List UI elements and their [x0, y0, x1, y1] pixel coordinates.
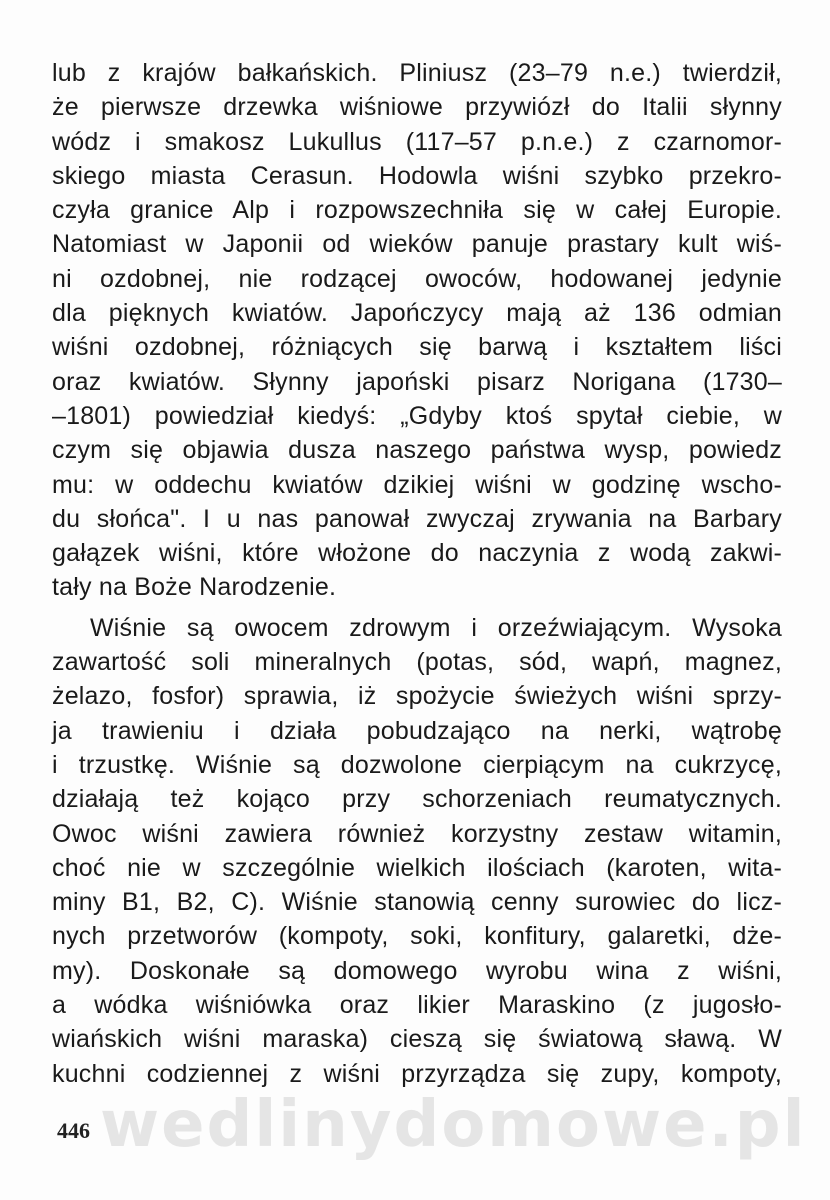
text-line: du słońca". I u nas panował zwyczaj zrywania na Barbary [52, 504, 782, 533]
text-line: miny B1, B2, C). Wiśnie stanowią cenny surowiec do licz- [52, 888, 782, 917]
text-line: oraz kwiatów. Słynny japoński pisarz Norigana (1730– [52, 367, 782, 396]
text-line: tały na Boże Narodzenie. [52, 573, 337, 602]
page-text [52, 56, 782, 1091]
text-line: i trzustkę. Wiśnie są dozwolone cierpiącym na cukrzycę, [52, 750, 782, 779]
text-line: skiego miasta Cerasun. Hodowla wiśni szybko przekro- [52, 161, 782, 190]
text-line: Natomiast w Japonii od wieków panuje prastary kult wiś- [52, 230, 782, 259]
text-line: Owoc wiśni zawiera również korzystny zestaw witamin, [52, 819, 782, 848]
watermark: wedlinydomowe.pl [100, 1088, 807, 1162]
text-line: działają też kojąco przy schorzeniach reumatycznych. [52, 785, 782, 814]
text-line: wiśni ozdobnej, różniących się barwą i kształtem liści [52, 333, 782, 362]
text-line: ni ozdobnej, nie rodzącej owoców, hodowanej jedynie [52, 264, 782, 293]
text-line: że pierwsze drzewka wiśniowe przywiózł do Italii słynny [52, 93, 782, 122]
text-line: dla pięknych kwiatów. Japończycy mają aż 136 odmian [52, 299, 782, 328]
text-line: czyła granice Alp i rozpowszechniła się w całej Europie. [52, 196, 782, 225]
text-line: czym się objawia dusza naszego państwa wysp, powiedz [52, 436, 782, 465]
text-line: –1801) powiedział kiedyś: „Gdyby ktoś spytał ciebie, w [52, 401, 782, 430]
text-line: wódz i smakosz Lukullus (117–57 p.n.e.) z czarnomor- [52, 127, 782, 156]
text-line: a wódka wiśniówka oraz likier Maraskino (z jugosło- [52, 991, 782, 1020]
text-line: nych przetworów (kompoty, soki, konfitury, galaretki, dże- [52, 922, 782, 951]
text-line: gałązek wiśni, które włożone do naczynia z wodą zakwi- [52, 539, 782, 568]
text-line: Wiśnie są owocem zdrowym i orzeźwiającym. Wysoka [90, 613, 782, 642]
paragraph-1 [52, 56, 782, 605]
paragraph-2 [52, 611, 782, 1091]
text-line: żelazo, fosfor) sprawia, iż spożycie świeżych wiśni sprzy- [52, 682, 782, 711]
text-line: wiańskich wiśni maraska) cieszą się światową sławą. W [52, 1025, 782, 1054]
text-line: lub z krajów bałkańskich. Pliniusz (23–79 n.e.) twierdził, [52, 59, 782, 87]
text-line: ja trawieniu i działa pobudzająco na nerki, wątrobę [52, 716, 782, 745]
page-number: 446 [57, 1118, 90, 1143]
text-line: zawartość soli mineralnych (potas, sód, wapń, magnez, [52, 648, 782, 677]
text-line: my). Doskonałe są domowego wyrobu wina z wiśni, [52, 956, 782, 985]
text-line: mu: w oddechu kwiatów dzikiej wiśni w godzinę wscho- [52, 470, 782, 499]
text-line: choć nie w szczególnie wielkich ilościach (karoten, wita- [52, 853, 782, 882]
text-line: kuchni codziennej z wiśni przyrządza się zupy, kompoty, [52, 1059, 782, 1088]
